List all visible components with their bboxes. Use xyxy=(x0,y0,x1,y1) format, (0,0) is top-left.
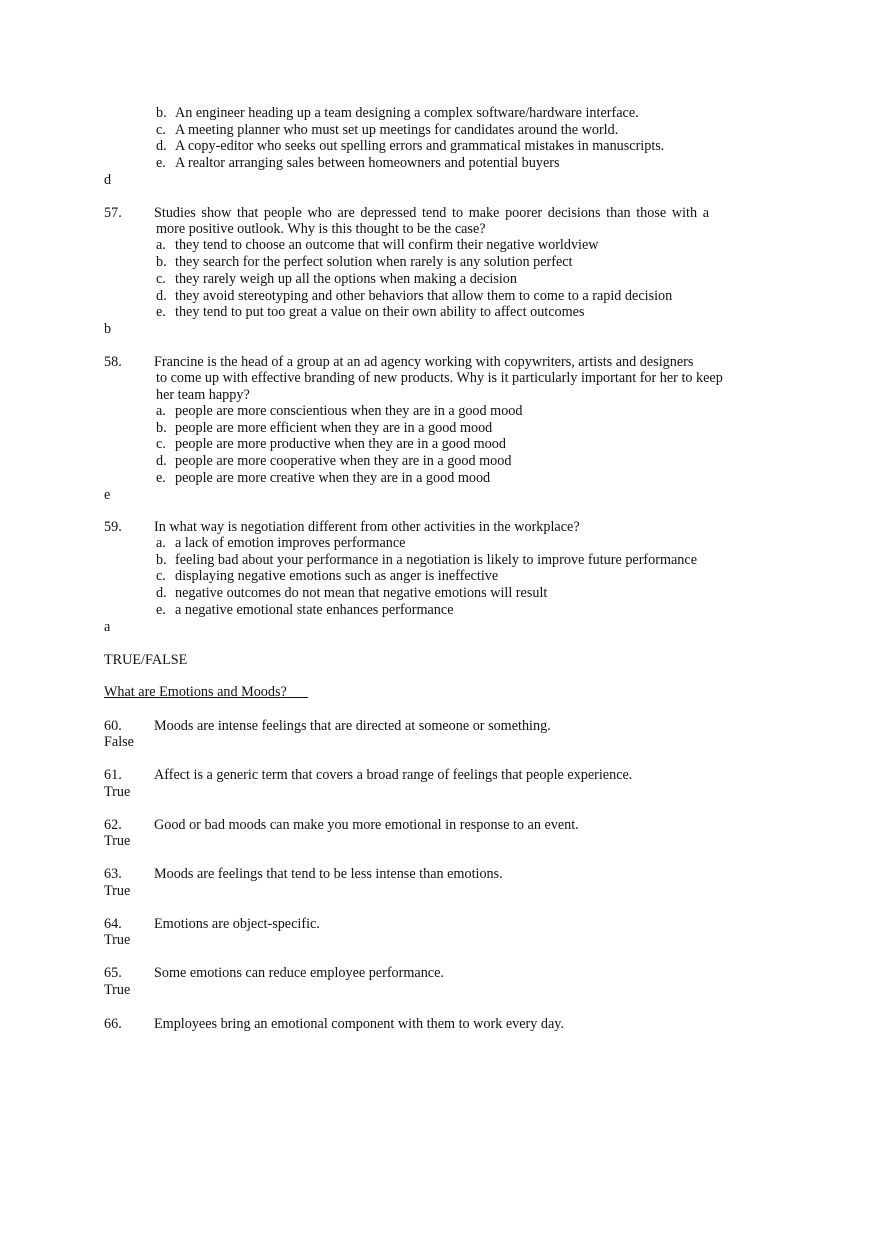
q57-option-d: d. they avoid stereotyping and other behaviors that allow them to come to a rapid decision xyxy=(156,288,673,304)
q59-option-d: d. negative outcomes do not mean that negative emotions will result xyxy=(156,585,548,601)
q56-option-d: d. A copy-editor who seeks out spelling errors and grammatical mistakes in manuscripts. xyxy=(156,138,665,154)
tf-60-text: Moods are intense feelings that are directed at someone or something. xyxy=(154,718,551,734)
q57-option-e: e. they tend to put too great a value on their own ability to affect outcomes xyxy=(156,304,585,320)
tf-60-number: 60. xyxy=(104,718,122,734)
tf-64-answer: True xyxy=(104,932,131,948)
q58-stem-line3: her team happy? xyxy=(156,387,250,403)
q58-option-c: c. people are more productive when they are in a good mood xyxy=(156,436,506,452)
tf-62-number: 62. xyxy=(104,817,122,833)
q56-option-c: c. A meeting planner who must set up meetings for candidates around the world. xyxy=(156,122,619,138)
q59-answer: a xyxy=(104,619,111,635)
q59-stem-line1: In what way is negotiation different from other activities in the workplace? xyxy=(154,519,580,535)
section-title: TRUE/FALSE xyxy=(104,652,188,668)
q57-stem-line2: more positive outlook. Why is this thought to be the case? xyxy=(156,221,486,237)
q57-number: 57. xyxy=(104,205,122,221)
q57-option-b: b. they search for the perfect solution when rarely is any solution perfect xyxy=(156,254,573,270)
tf-60-answer: False xyxy=(104,734,134,750)
tf-65-answer: True xyxy=(104,982,131,998)
tf-63-text: Moods are feelings that tend to be less intense than emotions. xyxy=(154,866,503,882)
subsection-title: What are Emotions and Moods? xyxy=(104,684,287,700)
q58-option-d: d. people are more cooperative when they are in a good mood xyxy=(156,453,512,469)
q56-option-e: e. A realtor arranging sales between homeowners and potential buyers xyxy=(156,155,560,171)
tf-61-answer: True xyxy=(104,784,131,800)
q58-option-a: a. people are more conscientious when they are in a good mood xyxy=(156,403,523,419)
tf-64-text: Emotions are object-specific. xyxy=(154,916,320,932)
tf-63-answer: True xyxy=(104,883,131,899)
tf-61-number: 61. xyxy=(104,767,122,783)
tf-65-number: 65. xyxy=(104,965,122,981)
q57-answer: b xyxy=(104,321,112,337)
q59-option-b: b. feeling bad about your performance in a negotiation is likely to improve future performance xyxy=(156,552,697,568)
tf-62-text: Good or bad moods can make you more emotional in response to an event. xyxy=(154,817,579,833)
tf-66-text: Employees bring an emotional component with them to work every day. xyxy=(154,1016,565,1032)
tf-64-number: 64. xyxy=(104,916,122,932)
q59-option-e: e. a negative emotional state enhances performance xyxy=(156,602,454,618)
tf-65-text: Some emotions can reduce employee performance. xyxy=(154,965,444,981)
q58-stem-line2: to come up with effective branding of new products. Why is it particularly important for her to keep xyxy=(156,370,723,386)
tf-63-number: 63. xyxy=(104,866,122,882)
q56-option-b: b. An engineer heading up a team designing a complex software/hardware interface. xyxy=(156,105,639,121)
q57-option-a: a. they tend to choose an outcome that will confirm their negative worldview xyxy=(156,237,599,253)
q58-answer: e xyxy=(104,487,111,503)
q57-option-c: c. they rarely weigh up all the options when making a decision xyxy=(156,271,517,287)
q58-option-e: e. people are more creative when they are in a good mood xyxy=(156,470,491,486)
q59-option-a: a. a lack of emotion improves performance xyxy=(156,535,406,551)
q58-number: 58. xyxy=(104,354,122,370)
tf-62-answer: True xyxy=(104,833,131,849)
q56-answer: d xyxy=(104,172,112,188)
q57-stem-line1: Studies show that people who are depressed tend to make poorer decisions than those with a xyxy=(154,205,709,221)
tf-61-text: Affect is a generic term that covers a broad range of feelings that people experience. xyxy=(154,767,633,783)
tf-66-number: 66. xyxy=(104,1016,122,1032)
q59-option-c: c. displaying negative emotions such as anger is ineffective xyxy=(156,568,499,584)
q58-option-b: b. people are more efficient when they are in a good mood xyxy=(156,420,493,436)
q58-stem-line1: Francine is the head of a group at an ad agency working with copywriters, artists and designers xyxy=(154,354,694,370)
q59-number: 59. xyxy=(104,519,122,535)
